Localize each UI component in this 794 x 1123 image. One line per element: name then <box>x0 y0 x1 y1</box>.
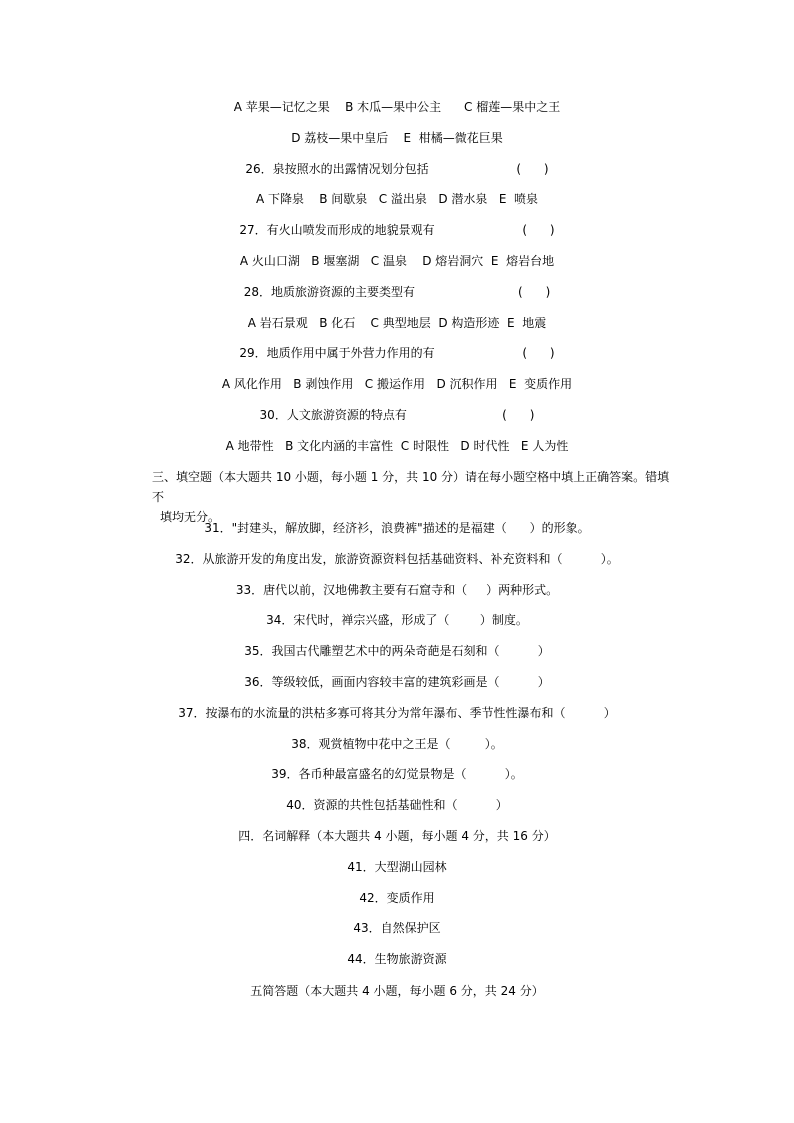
q28-options: A 岩石景观 B 化石 C 典型地层 D 构造形迹 E 地震 <box>247 316 547 330</box>
q25-options-line-1: A 苹果—记忆之果 B 木瓜—果中公主 C 榴莲—果中之王 <box>233 100 561 114</box>
question-37: 37．按瀑布的水流量的洪枯多寡可将其分为常年瀑布、季节性性瀑布和（ ） <box>178 706 616 720</box>
question-40: 40．资源的共性包括基础性和（ ） <box>286 798 508 812</box>
section-5-heading: 五简答题（本大题共 4 小题，每小题 6 分，共 24 分） <box>250 984 544 998</box>
question-27: 27．有火山喷发而形成的地貌景观有 ( ) <box>239 223 555 237</box>
section-3-heading <box>152 467 676 527</box>
question-28: 28．地质旅游资源的主要类型有 ( ) <box>243 285 551 299</box>
section-3-heading-line-1: 三、填空题（本大题共 10 小题，每小题 1 分，共 10 分）请在每小题空格中填上正确答案。错填不 <box>152 470 670 504</box>
question-36: 36．等级较低，画面内容较丰富的建筑彩画是（ ） <box>244 675 550 689</box>
question-44: 44．生物旅游资源 <box>347 952 447 966</box>
question-33: 33．唐代以前，汉地佛教主要有石窟寺和（ ）两种形式。 <box>235 583 559 597</box>
section-4-heading: 四．名词解释（本大题共 4 小题，每小题 4 分，共 16 分） <box>238 829 556 843</box>
question-32: 32．从旅游开发的角度出发，旅游资源资料包括基础资料、补充资料和（ ）。 <box>175 552 619 566</box>
question-42: 42．变质作用 <box>359 891 435 905</box>
question-39: 39．各币种最富盛名的幻觉景物是（ ）。 <box>271 767 523 781</box>
question-26: 26．泉按照水的出露情况划分包括 ( ) <box>245 162 549 176</box>
question-34: 34．宋代时，禅宗兴盛，形成了（ ）制度。 <box>266 613 528 627</box>
q25-options-line-2: D 荔枝—果中皇后 E 柑橘—微花巨果 <box>291 131 503 145</box>
question-31: 31．"封建头，解放脚，经济衫，浪费裤"描述的是福建（ ）的形象。 <box>204 521 590 535</box>
question-43: 43．自然保护区 <box>353 921 441 935</box>
question-41: 41．大型湖山园林 <box>347 860 447 874</box>
question-38: 38．观赏植物中花中之王是（ ）。 <box>291 737 503 751</box>
section-3-heading-line-2: 填均无分。 <box>160 510 221 524</box>
q29-options: A 风化作用 B 剥蚀作用 C 搬运作用 D 沉积作用 E 变质作用 <box>221 377 573 391</box>
q27-options: A 火山口湖 B 堰塞湖 C 温泉 D 熔岩洞穴 E 熔岩台地 <box>239 254 555 268</box>
question-29: 29．地质作用中属于外营力作用的有 ( ) <box>239 346 555 360</box>
q26-options: A 下降泉 B 间歇泉 C 溢出泉 D 潜水泉 E 喷泉 <box>255 192 539 206</box>
question-30: 30．人文旅游资源的特点有 ( ) <box>259 408 535 422</box>
q30-options: A 地带性 B 文化内涵的丰富性 C 时限性 D 时代性 E 人为性 <box>225 439 569 453</box>
question-35: 35．我国古代雕塑艺术中的两朵奇葩是石刻和（ ） <box>244 644 550 658</box>
